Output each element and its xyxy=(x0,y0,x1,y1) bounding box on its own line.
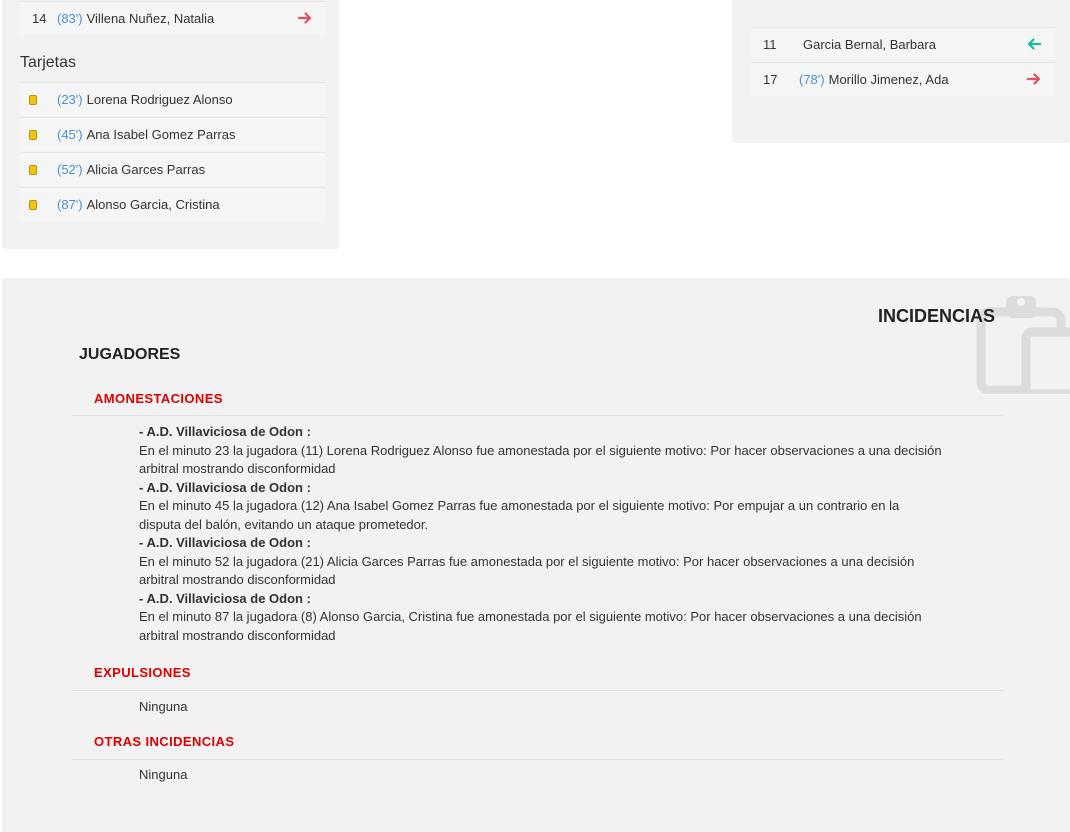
sub-row xyxy=(751,27,1055,61)
card-row xyxy=(20,187,326,221)
player-name[interactable]: Garcia Bernal, Barbara xyxy=(803,37,936,52)
team-name: - A.D. Villaviciosa de Odon : xyxy=(139,479,311,495)
player-name[interactable]: Alicia Garces Parras xyxy=(86,162,206,177)
player-number: 17 xyxy=(763,72,778,87)
arrow-left-icon xyxy=(1027,37,1041,51)
sub-row xyxy=(751,62,1055,96)
card-minute: (87') xyxy=(57,197,83,212)
player-name[interactable]: Morillo Jimenez, Ada xyxy=(828,72,949,87)
card-row xyxy=(20,82,326,116)
player-name[interactable]: Villena Nuñez, Natalia xyxy=(86,11,215,26)
expulsiones-text: Ninguna xyxy=(139,699,188,714)
incident-text: arbitral mostrando disconformidad xyxy=(139,461,336,476)
player-number: 11 xyxy=(763,37,777,52)
player-name[interactable]: Lorena Rodriguez Alonso xyxy=(86,92,233,107)
players-heading: JUGADORES xyxy=(79,346,181,363)
incident-text: arbitral mostrando disconformidad xyxy=(139,572,336,587)
yellow-card-icon xyxy=(29,165,37,175)
divider xyxy=(72,690,1004,691)
card-minute: (52') xyxy=(57,162,83,177)
yellow-card-icon xyxy=(29,130,37,140)
clipboard-icon xyxy=(976,288,1070,394)
team-name: - A.D. Villaviciosa de Odon : xyxy=(139,590,311,606)
otras-incidencias-heading: OTRAS INCIDENCIAS xyxy=(94,734,235,749)
sub-row xyxy=(20,1,326,35)
card-minute: (45') xyxy=(57,127,83,142)
otras-incidencias-text: Ninguna xyxy=(139,767,188,782)
incident-text: En el minuto 45 la jugadora (12) Ana Isabel Gomez Parras fue amonestada por el siguiente motivo: Por empujar a un contrario en la xyxy=(139,498,900,513)
card-minute: (23') xyxy=(57,92,83,107)
incidencias-panel xyxy=(2,278,1070,832)
amonestaciones-heading: AMONESTACIONES xyxy=(94,391,223,406)
expulsiones-heading: EXPULSIONES xyxy=(94,665,191,680)
incidencias-title: INCIDENCIAS xyxy=(877,306,995,326)
sub-minute: (83') xyxy=(57,11,83,26)
amonestaciones-list xyxy=(139,423,959,645)
team-name: - A.D. Villaviciosa de Odon : xyxy=(139,535,311,550)
divider xyxy=(72,415,1004,416)
player-name[interactable]: Alonso Garcia, Cristina xyxy=(86,197,220,212)
arrow-right-icon xyxy=(298,11,312,25)
card-row xyxy=(20,152,326,186)
incident-text: En el minuto 52 la jugadora (21) Alicia Garces Parras fue amonestada por el siguiente motivo: Por hacer observaciones a una decisión xyxy=(139,553,915,569)
lineup-left-panel xyxy=(2,0,339,249)
incident-text: En el minuto 87 la jugadora (8) Alonso Garcia, Cristina fue amonestada por el siguiente motivo: Por hacer observaciones a una decisión xyxy=(139,609,922,624)
divider xyxy=(72,759,1004,760)
yellow-card-icon xyxy=(29,95,37,105)
team-name: - A.D. Villaviciosa de Odon : xyxy=(139,424,311,439)
incident-text: En el minuto 23 la jugadora (11) Lorena Rodriguez Alonso fue amonestada por el siguiente motivo: Por hacer observaciones a una decisión xyxy=(139,442,942,458)
cards-title: Tarjetas xyxy=(20,54,77,71)
incident-text: arbitral mostrando disconformidad xyxy=(139,627,336,643)
player-name[interactable]: Ana Isabel Gomez Parras xyxy=(86,127,236,142)
card-row xyxy=(20,117,326,151)
yellow-card-icon xyxy=(29,200,37,210)
incident-text: disputa del balón, evitando un ataque prometedor. xyxy=(139,516,429,532)
arrow-right-icon xyxy=(1027,72,1041,86)
lineup-right-panel xyxy=(732,0,1070,143)
sub-minute: (78') xyxy=(799,72,825,87)
player-number: 14 xyxy=(32,11,47,26)
